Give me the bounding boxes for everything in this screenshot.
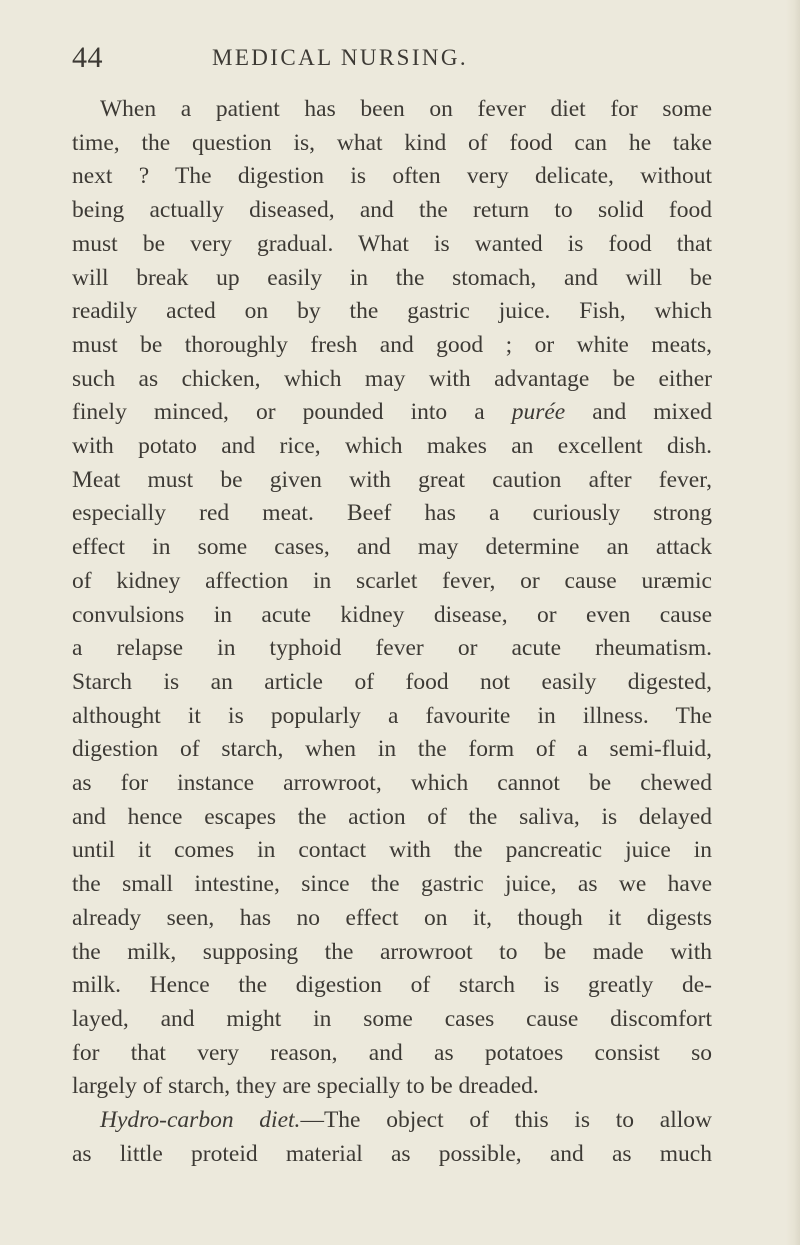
text-line: convulsions in acute kidney disease, or even cause xyxy=(72,601,712,628)
section-heading-hydro-carbon-diet: Hydro-carbon diet. xyxy=(100,1107,301,1134)
text-line: especially red meat. Beef has a curiously strong xyxy=(72,500,712,527)
running-title: MEDICAL NURSING. xyxy=(212,45,469,70)
page-header xyxy=(72,38,732,78)
text-line: until it comes in contact with the pancreatic juice in xyxy=(72,837,712,864)
text-line: layed, and might in some cases cause discomfort xyxy=(72,1005,712,1032)
text-line: Starch is an article of food not easily digested, xyxy=(72,668,712,695)
text-line: readily acted on by the gastric juice. Fish, which xyxy=(72,298,712,325)
text-segment: —The object of this is to allow xyxy=(300,1107,712,1134)
text-line: will break up easily in the stomach, and will be xyxy=(72,264,712,291)
text-line: effect in some cases, and may determine an attack xyxy=(72,534,712,561)
text-segment: and mixed xyxy=(592,399,713,426)
text-line: as for instance arrowroot, which cannot be chewed xyxy=(72,770,712,797)
text-line: a relapse in typhoid fever or acute rheumatism. xyxy=(72,635,712,662)
text-line: such as chicken, which may with advantage be either xyxy=(72,365,712,392)
section-heading-line xyxy=(72,1104,712,1138)
italic-term-puree: purée xyxy=(511,399,566,426)
text-line: digestion of starch, when in the form of a semi-fluid, xyxy=(72,736,712,763)
body-paragraph xyxy=(72,93,712,1172)
text-line: must be very gradual. What is wanted is food that xyxy=(72,230,712,257)
page-number: 44 xyxy=(72,41,103,74)
page-edge-shadow xyxy=(786,0,800,1245)
text-line: with potato and rice, which makes an excellent dish. xyxy=(72,433,712,460)
text-line-with-italic xyxy=(72,396,712,430)
text-line: largely of starch, they are specially to be dreaded. xyxy=(72,1073,539,1100)
text-line: being actually diseased, and the return to solid food xyxy=(72,197,712,224)
text-line: of kidney affection in scarlet fever, or cause uræmic xyxy=(72,567,712,594)
text-line: Meat must be given with great caution after fever, xyxy=(72,466,712,493)
text-line: next ? The digestion is often very delicate, without xyxy=(72,163,712,190)
text-line: When a patient has been on fever diet for some xyxy=(100,96,712,122)
text-line: for that very reason, and as potatoes consist so xyxy=(72,1039,712,1066)
text-line: already seen, has no effect on it, though it digests xyxy=(72,904,712,931)
text-line: the milk, supposing the arrowroot to be made with xyxy=(72,938,712,965)
text-line: as little proteid material as possible, and as much xyxy=(72,1140,712,1167)
text-line: the small intestine, since the gastric juice, as we have xyxy=(72,871,712,898)
text-line: time, the question is, what kind of food can he take xyxy=(72,129,712,156)
text-line: must be thoroughly fresh and good ; or white meats, xyxy=(72,331,712,358)
text-line: milk. Hence the digestion of starch is greatly de- xyxy=(72,972,712,999)
text-line: althought it is popularly a favourite in illness. The xyxy=(72,702,712,729)
text-segment: finely minced, or pounded into a xyxy=(72,399,485,426)
text-line: and hence escapes the action of the saliva, is delayed xyxy=(72,803,712,830)
